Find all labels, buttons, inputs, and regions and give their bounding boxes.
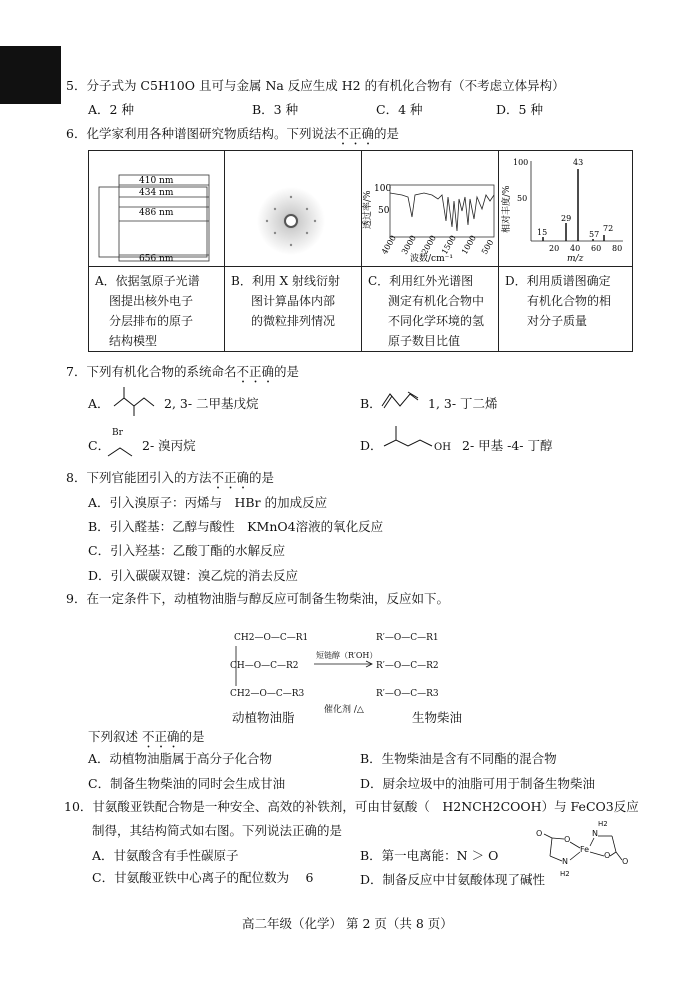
q9-option-d: D．厨余垃圾中的油脂可用于制备生物柴油 xyxy=(360,776,596,791)
q9-arrow-bottom: 催化剂 /△ xyxy=(324,705,364,715)
q10-option-b: B．第一电离能：N ＞ O xyxy=(360,848,499,863)
struct-n1: N xyxy=(592,829,598,838)
ms-peak-label: 72 xyxy=(603,224,614,233)
q8-option-b: B．引入醛基：乙醇与酸性 KMnO4溶液的氧化反应 xyxy=(88,519,384,534)
q7-c-br: Br xyxy=(112,428,123,438)
ms-xtick: 80 xyxy=(612,244,623,253)
q7-b-structure xyxy=(378,388,422,412)
q10-stem-1: 10．甘氨酸亚铁配合物是一种安全、高效的补铁剂，可由甘氨酸（ H2NCH2COOH）与 FeCO3反应 xyxy=(64,799,639,814)
ms-xtick: 20 xyxy=(549,244,560,253)
q9-option-b: B．生物柴油是含有不同酯的混合物 xyxy=(360,751,557,766)
caption-c: C．利用红外光谱图 测定有机化合物中 不同化学环境的氢 原子数目比值 xyxy=(368,274,485,348)
ir-xtick: 1000 xyxy=(459,233,478,256)
caption-b: B．利用 X 射线衍射 图计算晶体内部 的微粒排列情况 xyxy=(231,274,340,328)
ir-y50: 50 xyxy=(378,206,390,216)
q5-option-a: A．2 种 xyxy=(88,102,134,117)
struct-o3: O xyxy=(604,851,611,860)
q7-c-label: C． xyxy=(88,438,111,453)
fig-xray-diffraction xyxy=(225,151,362,267)
ms-y100: 100 xyxy=(513,158,529,167)
caption-a: A．依据氢原子光谱 图提出核外电子 分层排布的原子 结构模型 xyxy=(95,274,200,348)
struct-h2-bottom: H2 xyxy=(560,870,570,878)
q10-stem-2: 制得，其结构简式如右图。下列说法正确的是 xyxy=(92,823,343,838)
left-line-3: CH2—O—C—R3 xyxy=(230,689,305,699)
right-line-2: R′—O—C—R2 xyxy=(376,661,439,671)
struct-o2: O xyxy=(564,835,571,844)
q7-c-structure xyxy=(106,442,134,460)
q9-option-a: A．动植物油脂属于高分子化合物 xyxy=(88,751,273,766)
q9-substem: 下列叙述 不正确的是 xyxy=(88,729,205,744)
corner-black-block xyxy=(0,46,61,104)
line-434-label: 434 nm xyxy=(139,188,174,198)
q9-left-label: 动植物油脂 xyxy=(232,710,295,725)
caption-d: D．利用质谱图确定 有机化合物的相 对分子质量 xyxy=(505,274,612,328)
left-line-2: CH—O—C—R2 xyxy=(230,661,299,671)
right-line-1: R′—O—C—R1 xyxy=(376,633,439,643)
q5-option-d: D．5 种 xyxy=(496,102,543,117)
ms-peak-label: 15 xyxy=(537,228,548,237)
q10-option-c: C．甘氨酸亚铁中心离子的配位数为 6 xyxy=(92,870,314,885)
q9-stem: 9．在一定条件下，动植物油脂与醇反应可制备生物柴油，反应如下。 xyxy=(66,591,449,606)
struct-n2: N xyxy=(562,857,568,866)
ir-ylabel: 透过率/% xyxy=(363,190,373,229)
q7-c-name: 2- 溴丙烷 xyxy=(142,438,196,453)
q7-a-structure xyxy=(110,384,162,418)
q8-option-c: C．引入羟基：乙酸丁酯的水解反应 xyxy=(88,543,286,558)
q7-a-name: 2, 3- 二甲基戊烷 xyxy=(164,396,259,411)
right-line-3: R′—O—C—R3 xyxy=(376,689,439,699)
q7-d-name: 2- 甲基 -4- 丁醇 xyxy=(462,438,553,453)
ir-xlabel: 波数/cm⁻¹ xyxy=(410,254,453,263)
line-410-label: 410 nm xyxy=(139,176,174,186)
q10-option-d: D．制备反应中甘氨酸体现了碱性 xyxy=(360,872,546,887)
ms-xlabel: m/z xyxy=(567,254,584,263)
q9-right-label: 生物柴油 xyxy=(412,710,463,725)
ms-peak-label: 43 xyxy=(573,158,584,167)
fig-ir-spectrum xyxy=(362,151,499,267)
q7-b-name: 1, 3- 丁二烯 xyxy=(428,396,498,411)
fig-hydrogen-spectrum xyxy=(89,151,225,267)
spectra-table xyxy=(88,150,633,352)
ms-xtick: 60 xyxy=(591,244,602,253)
fig-mass-spectrum xyxy=(499,151,633,267)
q7-d-oh: OH xyxy=(434,442,451,453)
left-line-1: CH2—O—C—R1 xyxy=(234,633,309,643)
q5-option-b: B．3 种 xyxy=(252,102,299,117)
ms-y50: 50 xyxy=(517,194,528,203)
q7-stem: 7．下列有机化合物的系统命名不正确的是 xyxy=(66,364,299,379)
line-486-label: 486 nm xyxy=(139,208,174,218)
q9-option-c: C．制备生物柴油的同时会生成甘油 xyxy=(88,776,286,791)
struct-fe: Fe xyxy=(580,845,590,854)
q5-option-c: C．4 种 xyxy=(376,102,423,117)
q7-b-label: B． xyxy=(360,396,382,411)
arrow-top-text: 短链醇（R′OH） xyxy=(316,651,378,660)
ir-xtick: 1500 xyxy=(439,233,458,256)
ms-peak-label: 29 xyxy=(561,214,572,223)
q8-option-a: A．引入溴原子：丙烯与 HBr 的加成反应 xyxy=(88,495,328,510)
ms-ylabel: 相对丰度/% xyxy=(502,185,512,233)
q6-stem: 6．化学家利用各种谱图研究物质结构。下列说法不正确的是 xyxy=(66,126,399,141)
q7-d-structure xyxy=(380,420,436,460)
ir-y100: 100 xyxy=(374,184,392,194)
ir-xtick: 4000 xyxy=(379,233,398,256)
struct-o4: O xyxy=(622,857,629,866)
q8-stem: 8．下列官能团引入的方法不正确的是 xyxy=(66,470,274,485)
q10-glycine-fe-structure xyxy=(532,812,636,882)
q5-stem: 5．分子式为 C5H10O 且可与金属 Na 反应生成 H2 的有机化合物有（不考虑立体异构） xyxy=(66,78,565,93)
q8-option-d: D．引入碳碳双键：溴乙烷的消去反应 xyxy=(88,568,299,583)
ms-xtick: 40 xyxy=(570,244,581,253)
ir-xtick: 2000 xyxy=(419,233,438,256)
struct-h2-top: H2 xyxy=(598,820,608,828)
line-656-label: 656 nm xyxy=(139,254,174,263)
ir-xtick: 500 xyxy=(479,238,496,256)
ms-peak-label: 57 xyxy=(589,230,600,239)
q7-a-label: A． xyxy=(88,396,110,411)
q10-option-a: A．甘氨酸含有手性碳原子 xyxy=(92,848,239,863)
q7-d-label: D． xyxy=(360,438,383,453)
struct-o1: O xyxy=(536,829,543,838)
page-footer: 高二年级（化学） 第 2 页（共 8 页） xyxy=(242,916,453,931)
ir-xtick: 3000 xyxy=(399,233,418,256)
